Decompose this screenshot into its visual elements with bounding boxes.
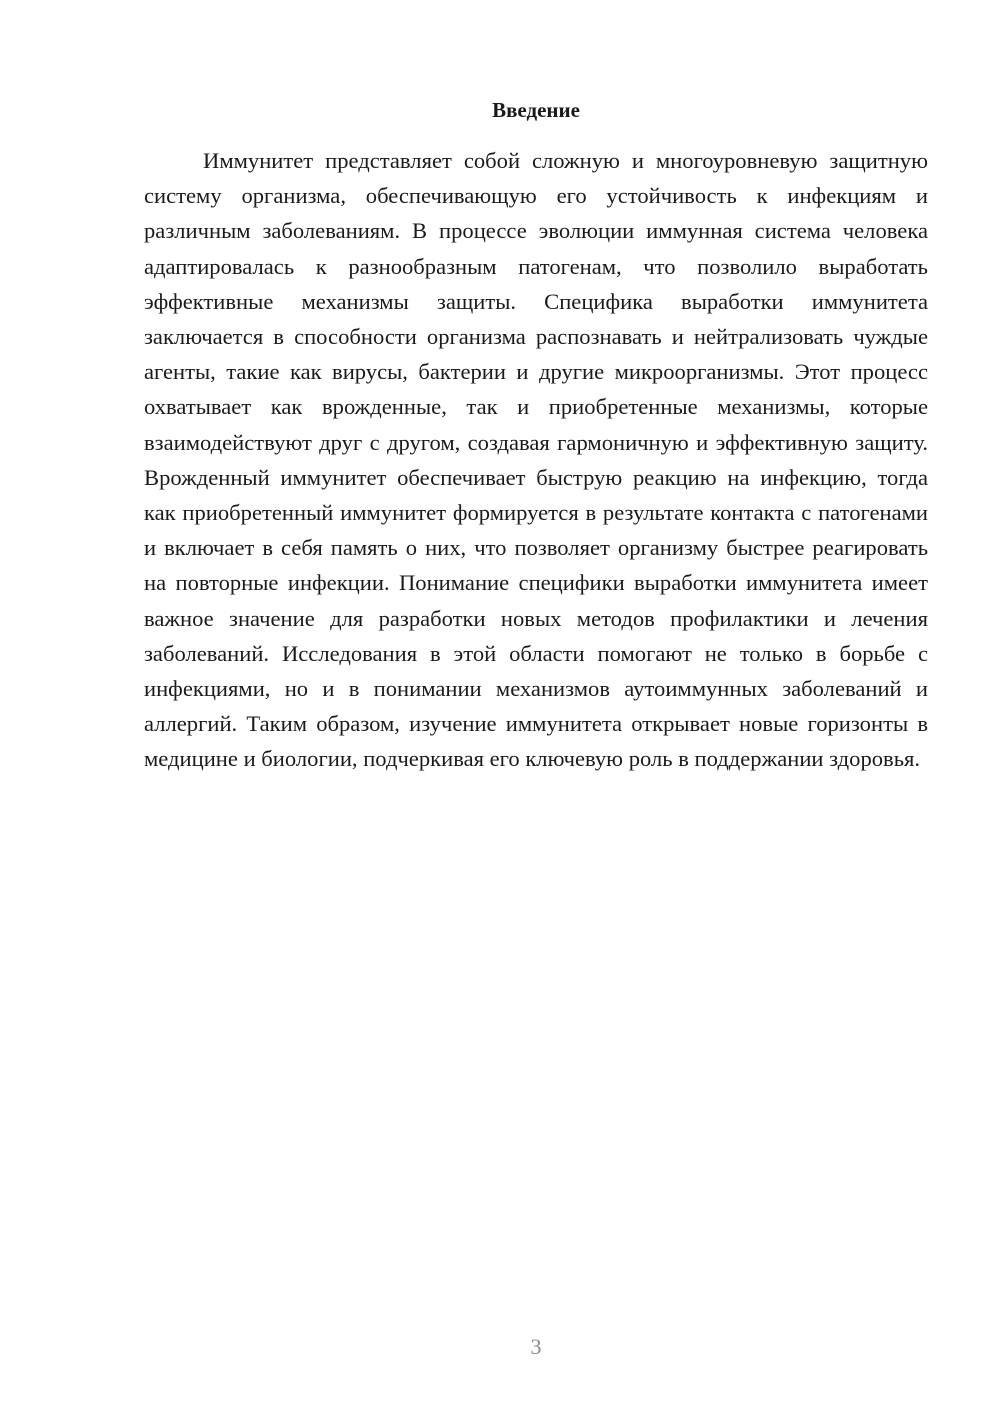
body-paragraph: Иммунитет представляет собой сложную и многоуровневую защитную систему организма, обеспечивающую его устойчивость к инфекциям и различным заболеваниям. В процессе эволюции иммунная система человека адаптировалась к разнообразным патогенам, что позволило выработать эффективные механизмы защиты. Специфика выработки иммунитета заключается в способности организма распознавать и нейтрализовать чуждые агенты, такие как вирусы, бактерии и другие микроорганизмы. Этот процесс охватывает как врожденные, так и приобретенные механизмы, которые взаимодействуют друг с другом, создавая гармоничную и эффективную защиту. Врожденный иммунитет обеспечивает быструю реакцию на инфекцию, тогда как приобретенный иммунитет формируется в результате контакта с патогенами и включает в себя память о них, что позволяет организму быстрее реагировать на повторные инфекции. Понимание специфики выработки иммунитета имеет важное значение для разработки новых методов профилактики и лечения заболеваний. Исследования в этой области помогают не только в борьбе с инфекциями, но и в понимании механизмов аутоиммунных заболеваний и аллергий. Таким образом, изучение иммунитета открывает новые горизонты в медицине и биологии, подчеркивая его ключевую роль в поддержании здоровья.: [144, 148, 928, 772]
section-heading: Введение: [492, 98, 580, 122]
page-number: 3: [530, 1334, 542, 1359]
